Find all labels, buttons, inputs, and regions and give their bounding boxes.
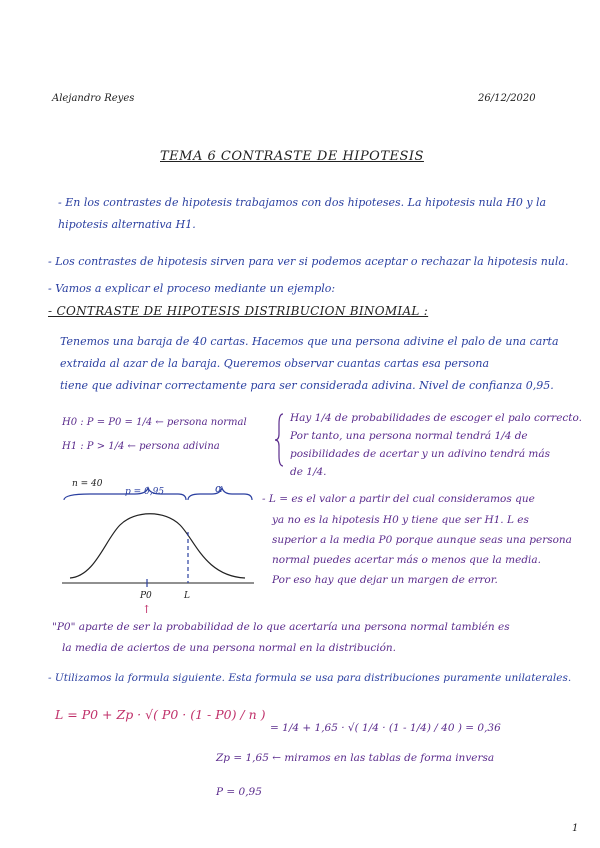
p-label: p = 0,95 — [125, 487, 165, 497]
graph-note-1: - L = es el valor a partir del cual consideramos que — [262, 493, 535, 505]
graph-note-4: normal puedes acertar más o menos que la media. — [272, 554, 542, 566]
hypothesis-explain-3: posibilidades de acertar y un adivino tendrá más — [290, 448, 551, 460]
graph-note-5: Por eso hay que dejar un margen de error. — [272, 574, 498, 586]
l-label: L — [184, 591, 190, 601]
bullet-line-3: - Los contrastes de hipotesis sirven para ver si podemos aceptar o rechazar la hipotesis nula. — [48, 255, 569, 268]
bullet-line-4: - Vamos a explicar el proceso mediante un ejemplo: — [48, 282, 336, 295]
section-title: - CONTRASTE DE HIPOTESIS DISTRIBUCION BINOMIAL : — [48, 304, 429, 318]
bullet-line-1: - En los contrastes de hipotesis trabajamos con dos hipoteses. La hipotesis nula H0 y la — [58, 196, 547, 209]
p-value: P = 0,95 — [216, 786, 262, 798]
p0-note-2: la media de aciertos de una persona normal en la distribución. — [62, 642, 396, 654]
bell-curve — [70, 514, 245, 578]
formula-intro: - Utilizamos la formula siguiente. Esta formula se usa para distribuciones puramente unilaterales. — [48, 672, 572, 684]
bullet-line-2: hipotesis alternativa H1. — [58, 218, 196, 231]
p0-note-1: "P0" aparte de ser la probabilidad de lo que acertaría una persona normal también es — [52, 621, 510, 633]
hypothesis-explain-2: Por tanto, una persona normal tendrá 1/4 de — [290, 430, 528, 442]
n-label: n = 40 — [72, 479, 103, 489]
example-line-1: Tenemos una baraja de 40 cartas. Hacemos que una persona adivine el palo de una carta — [60, 335, 559, 348]
hypothesis-explain-1: Hay 1/4 de probabilidades de escoger el palo correcto. — [290, 412, 582, 424]
author-name: Alejandro Reyes — [52, 93, 135, 104]
example-line-2: extraida al azar de la baraja. Queremos observar cuantas cartas esa persona — [60, 357, 490, 370]
hypothesis-h0: H0 : P = P0 = 1/4 ← persona normal — [62, 417, 247, 428]
formula-lhs: L = P0 + Zp · √( P0 · (1 - P0) / n ) — [55, 707, 266, 722]
p0-arrow: ↑ — [142, 603, 152, 616]
graph-note-2: ya no es la hipotesis H0 y tiene que ser H1. L es — [272, 514, 529, 526]
hypothesis-explain-4: de 1/4. — [290, 466, 327, 478]
date: 26/12/2020 — [478, 93, 536, 104]
hypothesis-brace — [275, 414, 283, 466]
zp-note: Zp = 1,65 ← miramos en las tablas de forma inversa — [216, 752, 495, 764]
p0-label: P0 — [140, 591, 152, 601]
graph-note-3: superior a la media P0 porque aunque seas una persona — [272, 534, 572, 546]
alpha-label: α — [215, 482, 223, 495]
example-line-3: tiene que adivinar correctamente para ser considerada adivina. Nivel de confianza 0,95. — [60, 379, 554, 392]
formula-calc: = 1/4 + 1,65 · √( 1/4 · (1 - 1/4) / 40 ) = 0,36 — [270, 722, 501, 734]
page-number: 1 — [572, 823, 579, 834]
page-title: TEMA 6 CONTRASTE DE HIPOTESIS — [160, 149, 424, 164]
hypothesis-h1: H1 : P > 1/4 ← persona adivina — [62, 441, 220, 452]
